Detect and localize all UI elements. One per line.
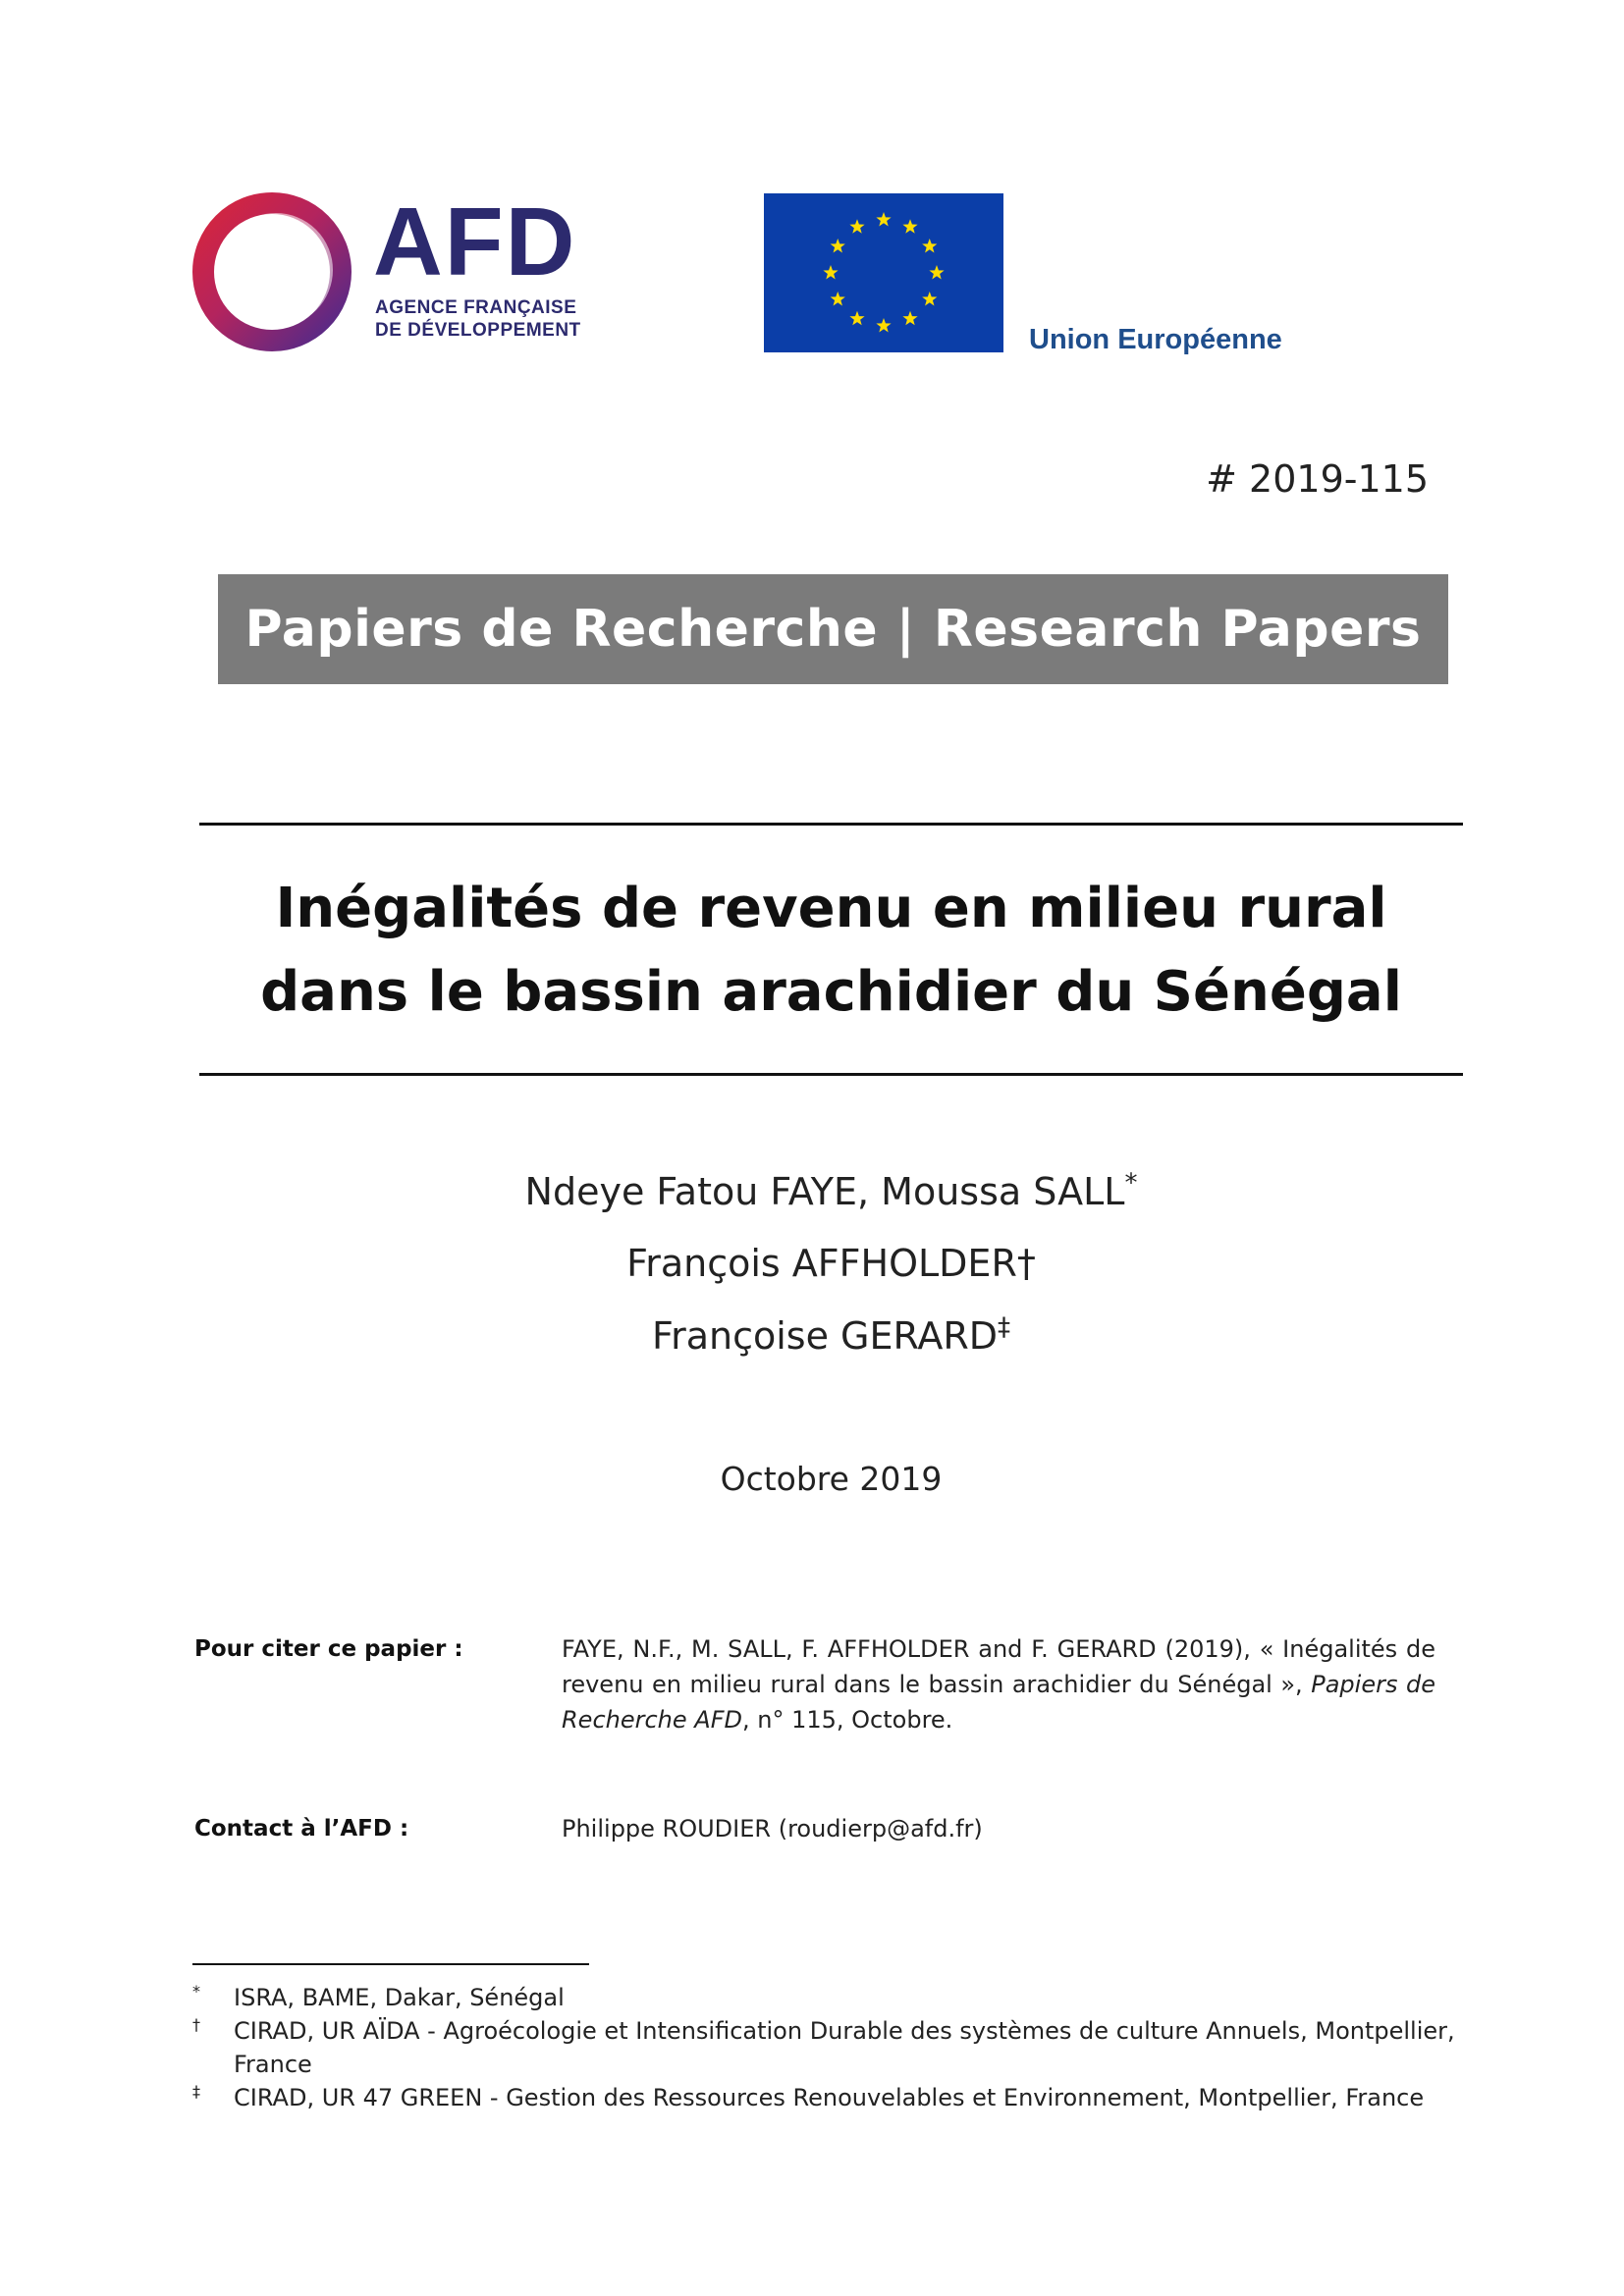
contact-label: Contact à l’AFD : — [194, 1816, 409, 1842]
series-banner — [218, 574, 1448, 684]
footnote-rule — [192, 1963, 589, 1965]
footnote-1 — [192, 1981, 1518, 2014]
citation-label: Pour citer ce papier : — [194, 1636, 463, 1662]
title-rule-bottom — [199, 1073, 1463, 1076]
author-mark-1: * — [1124, 1168, 1138, 1199]
title-rule-top — [199, 823, 1463, 826]
footnote-1-text: ISRA, BAME, Dakar, Sénégal — [234, 1984, 565, 2011]
citation-text — [562, 1631, 1435, 1737]
series-banner-text: Papiers de Recherche | Research Papers — [244, 600, 1422, 659]
title-line-2: dans le bassin arachidier du Sénégal — [260, 960, 1402, 1024]
afd-logo — [191, 187, 584, 353]
author-names-1: Ndeye Fatou FAYE, Moussa SALL — [524, 1170, 1125, 1213]
afd-ring-icon — [191, 191, 353, 353]
footnote-1-symbol: * — [192, 1982, 200, 2001]
footnote-2-symbol: † — [192, 2015, 200, 2034]
eu-flag-icon — [764, 193, 1003, 352]
author-name-2: François AFFHOLDER — [626, 1242, 1017, 1285]
eu-label: Union Européenne — [1029, 324, 1282, 355]
author-mark-3: ‡ — [998, 1312, 1011, 1343]
authors-line-1 — [199, 1170, 1463, 1213]
author-mark-2: † — [1016, 1242, 1036, 1285]
citation-text-italic: Papiers de Recherche AFD — [562, 1671, 1435, 1734]
footnote-3-text: CIRAD, UR 47 GREEN - Gestion des Ressources Renouvelables et Environnement, Montpellier, France — [234, 2084, 1425, 2111]
paper-number: # 2019-115 — [1206, 457, 1429, 501]
citation-text-tail: , n° 115, Octobre. — [741, 1706, 953, 1734]
title-line-1: Inégalités de revenu en milieu rural — [275, 877, 1387, 940]
authors-line-3 — [199, 1314, 1463, 1358]
author-name-3: Françoise GERARD — [651, 1314, 999, 1358]
afd-subtitle-line1: AGENCE FRANÇAISE — [375, 297, 577, 318]
afd-subtitle-line2: DE DÉVELOPPEMENT — [375, 320, 581, 341]
footnote-2 — [192, 2014, 1518, 2081]
footnote-2-text: CIRAD, UR AÏDA - Agroécologie et Intensification Durable des systèmes de culture Annuels, Montpellier, France — [234, 2017, 1455, 2078]
page-title — [199, 867, 1463, 1034]
citation-text-plain: FAYE, N.F., M. SALL, F. AFFHOLDER and F. GERARD (2019), « Inégalités de revenu en milieu rural dans le bassin arachidier du Sénégal », — [562, 1635, 1435, 1698]
afd-wordmark: AFD — [373, 187, 577, 295]
authors-line-2 — [199, 1242, 1463, 1285]
publication-date: Octobre 2019 — [720, 1460, 943, 1498]
footnote-3 — [192, 2081, 1518, 2114]
contact-value: Philippe ROUDIER (roudierp@afd.fr) — [562, 1815, 983, 1842]
footnote-3-symbol: ‡ — [192, 2082, 200, 2101]
